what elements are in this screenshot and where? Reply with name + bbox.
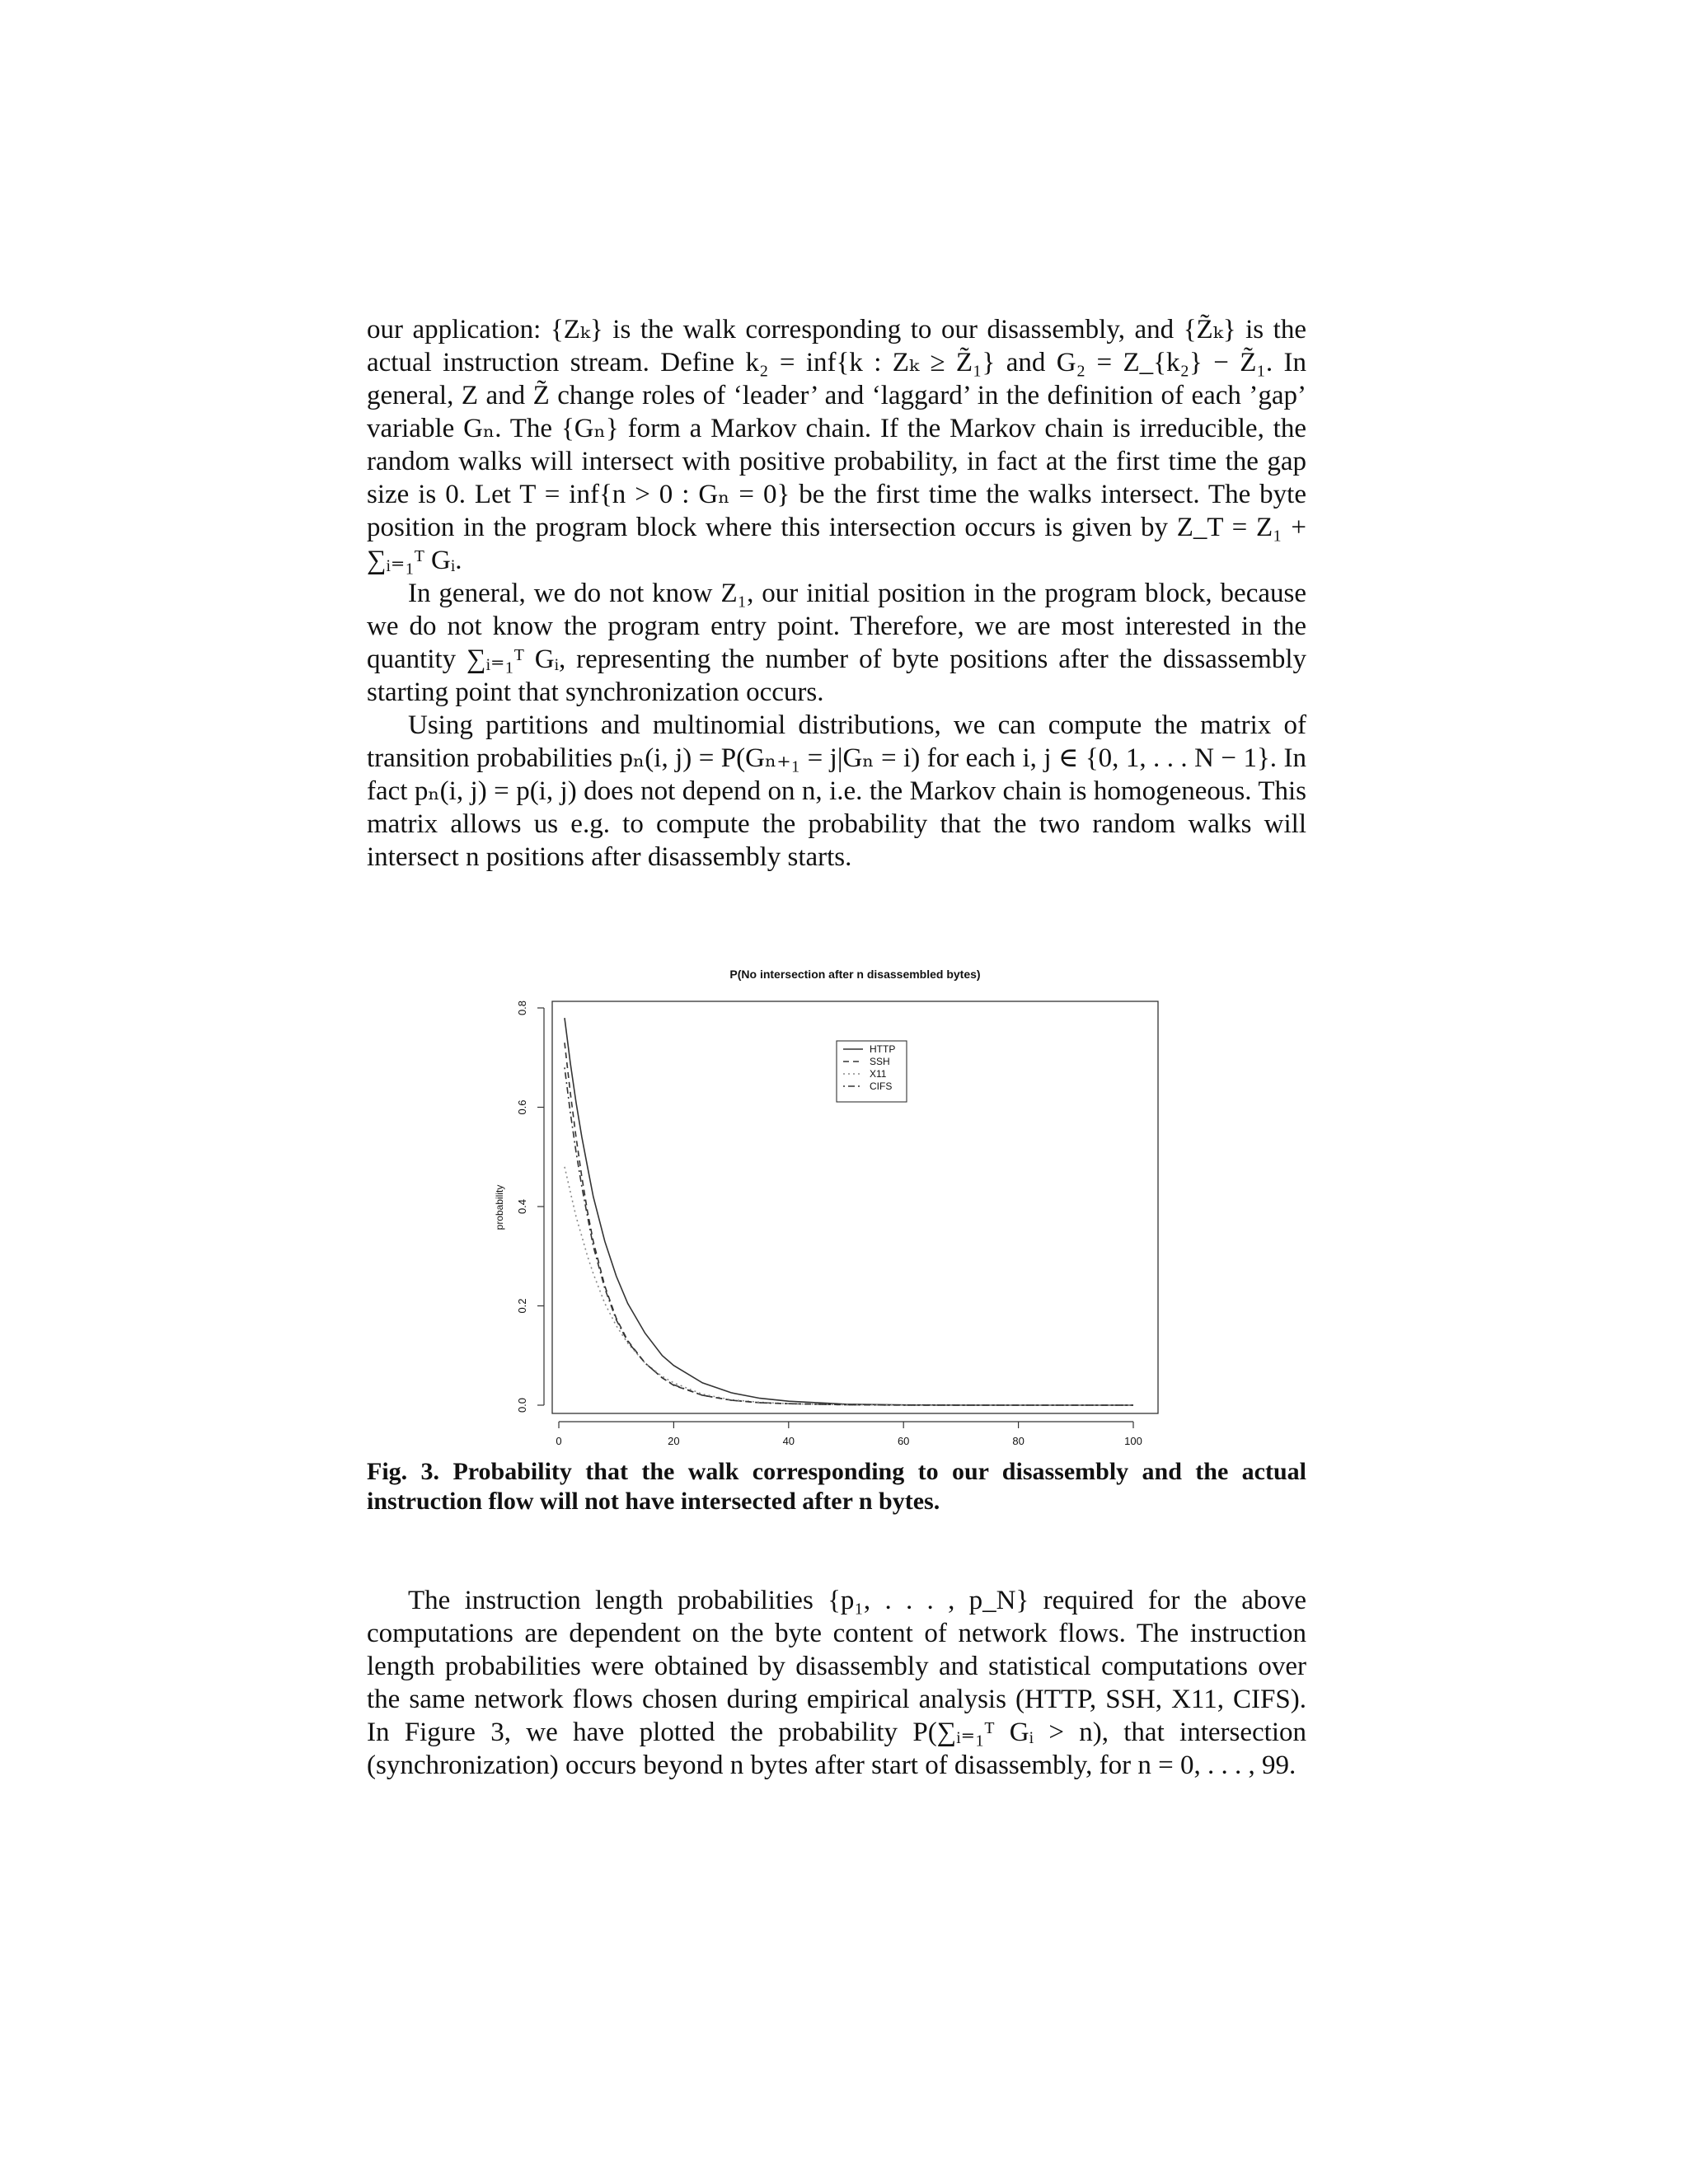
y-tick-label: 0.2 xyxy=(516,1298,528,1314)
paragraph: The instruction length probabilities {p₁, . . . , p_N} required for the above computations are dependent on the byte content of network flows. The instruction length probabilities were obtained by disassembly and statistical computations over the same network flows chosen during empirical analysis (HTTP, SSH, X11, CIFS). In Figure 3, we have plotted the probability P(∑ᵢ₌₁ᵀ Gᵢ > n), that intersection (synchronization) occurs beyond n bytes after start of disassembly, for n = 0, . . . , 99. xyxy=(367,1586,1306,1780)
legend-label: X11 xyxy=(870,1068,887,1080)
paragraph: our application: {Zₖ} is the walk corresponding to our disassembly, and {Z̃ₖ} is the actual instruction stream. Define k₂ = inf{k : Zₖ ≥ Z̃₁} and G₂ = Z_{k₂} − Z̃₁. In general, Z and Z̃ change roles of ‘leader’ and ‘laggard’ in the definition of each ’gap’ variable Gₙ. The {Gₙ} form a Markov chain. If the Markov chain is irreducible, the random walks will intersect with positive probability, in fact at the first time the gap size is 0. Let T = inf{n > 0 : Gₙ = 0} be the first time the walks intersect. The byte position in the program block where this intersection occurs is given by Z_T = Z₁ + ∑ᵢ₌₁ᵀ Gᵢ. xyxy=(367,315,1306,575)
y-tick-label: 0.4 xyxy=(516,1198,528,1215)
chart-title: P(No intersection after n disassembled bytes) xyxy=(729,968,981,981)
x-tick-label: 0 xyxy=(556,1435,562,1447)
y-tick-label: 0.0 xyxy=(516,1397,528,1413)
x-tick-label: 40 xyxy=(782,1435,795,1447)
x-tick-label: 60 xyxy=(897,1435,910,1447)
caption-label: Fig. 3. xyxy=(367,1458,440,1485)
series-line-x11 xyxy=(565,1167,1133,1405)
figure-3 xyxy=(462,940,1179,1459)
x-tick-label: 20 xyxy=(668,1435,680,1447)
line-chart xyxy=(462,940,1179,1459)
figure-caption xyxy=(367,1457,1306,1516)
legend-label: HTTP xyxy=(870,1043,896,1055)
body-text-bottom xyxy=(367,1584,1306,1782)
y-tick-label: 0.8 xyxy=(516,1000,528,1016)
legend-label: SSH xyxy=(870,1056,890,1067)
x-tick-label: 80 xyxy=(1012,1435,1025,1447)
caption-text: Probability that the walk corresponding to our disassembly and the actual instruction flow will not have intersected after n bytes. xyxy=(367,1458,1306,1515)
paragraph: In general, we do not know Z₁, our initial position in the program block, because we do not know the program entry point. Therefore, we are most interested in the quantity ∑ᵢ₌₁ᵀ Gᵢ, representing the number of byte positions after the dissassembly starting point that synchronization occurs. xyxy=(367,579,1306,707)
y-tick-label: 0.6 xyxy=(516,1099,528,1115)
y-axis-label: probability xyxy=(494,1184,505,1230)
x-tick-label: 100 xyxy=(1124,1435,1142,1447)
legend-label: CIFS xyxy=(870,1080,893,1092)
body-text-top xyxy=(367,313,1306,874)
series-line-cifs xyxy=(565,1067,1133,1405)
paragraph: Using partitions and multinomial distributions, we can compute the matrix of transition probabilities pₙ(i, j) = P(Gₙ₊₁ = j|Gₙ = i) for each i, j ∈ {0, 1, . . . N − 1}. In fact pₙ(i, j) = p(i, j) does not depend on n, i.e. the Markov chain is homogeneous. This matrix allows us e.g. to compute the probability that the two random walks will intersect n positions after disassembly starts. xyxy=(367,710,1306,872)
